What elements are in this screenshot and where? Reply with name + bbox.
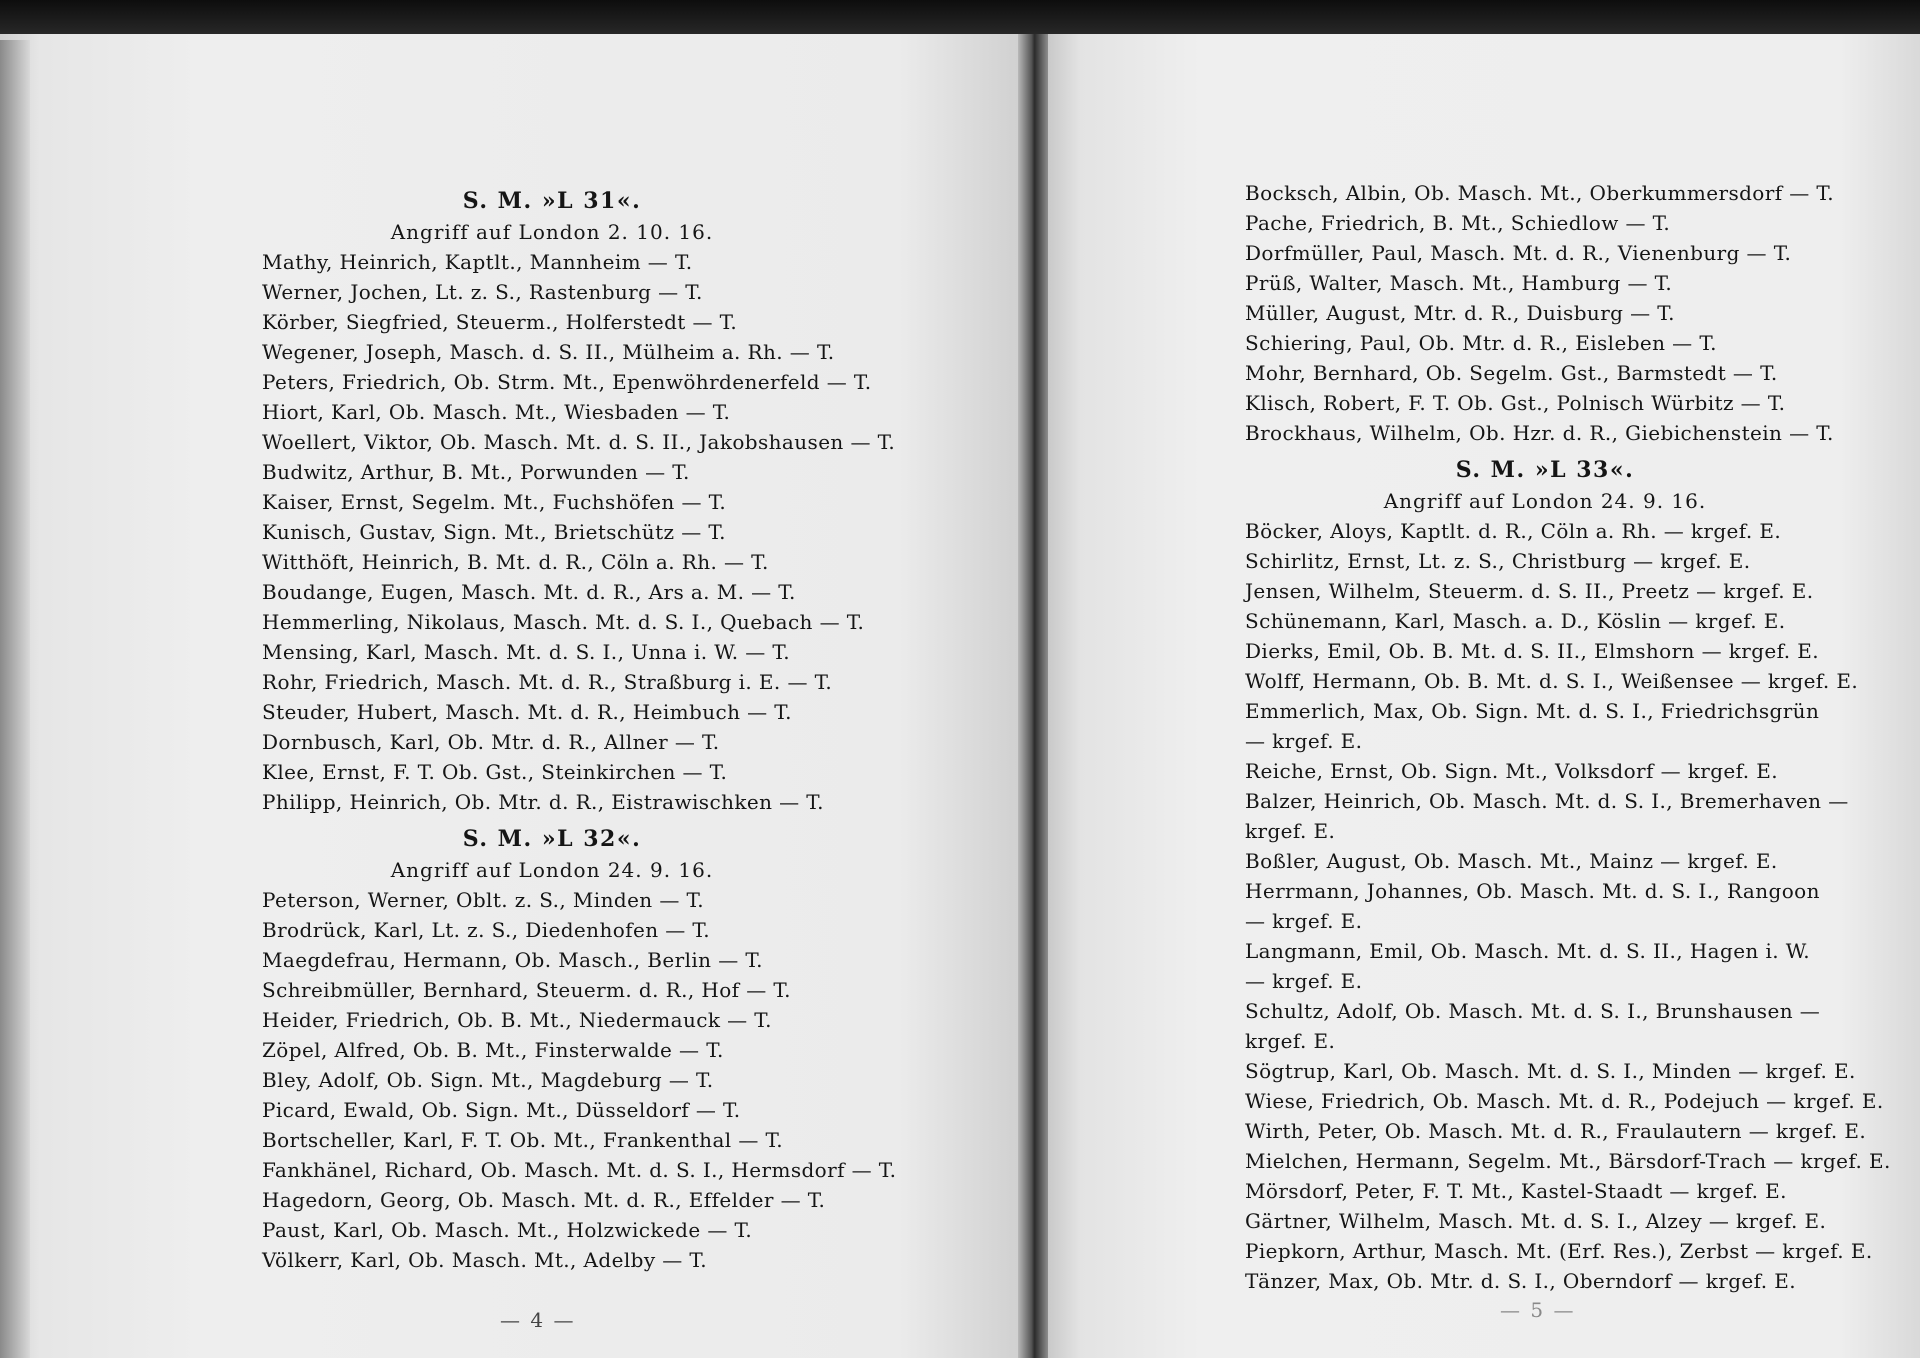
list-item: Schiering, Paul, Ob. Mtr. d. R., Eisleben — T. <box>1245 331 1717 355</box>
list-item: Peterson, Werner, Oblt. z. S., Minden — T. <box>262 888 705 912</box>
list-item: Boudange, Eugen, Masch. Mt. d. R., Ars a. M. — T. <box>262 580 796 604</box>
list-item: Peters, Friedrich, Ob. Strm. Mt., Epenwöhrdenerfeld — T. <box>262 370 872 394</box>
list-item: Woellert, Viktor, Ob. Masch. Mt. d. S. II., Jakobshausen — T. <box>262 430 896 454</box>
book-left-edge <box>0 40 30 1358</box>
list-item: Schultz, Adolf, Ob. Masch. Mt. d. S. I., Brunshausen — <box>1245 999 1821 1023</box>
list-item: Wirth, Peter, Ob. Masch. Mt. d. R., Fraulautern — krgef. E. <box>1245 1119 1867 1143</box>
section-heading-l33: S. M. »L 33«. <box>1455 457 1635 483</box>
list-item: Boßler, August, Ob. Masch. Mt., Mainz — krgef. E. <box>1245 849 1778 873</box>
list-item: Rohr, Friedrich, Masch. Mt. d. R., Straßburg i. E. — T. <box>262 670 833 694</box>
list-item: Paust, Karl, Ob. Masch. Mt., Holzwickede — T. <box>262 1218 753 1242</box>
list-item: Jensen, Wilhelm, Steuerm. d. S. II., Preetz — krgef. E. <box>1245 579 1814 603</box>
list-item: Reiche, Ernst, Ob. Sign. Mt., Volksdorf — krgef. E. <box>1245 759 1779 783</box>
list-item: Brodrück, Karl, Lt. z. S., Diedenhofen — T. <box>262 918 710 942</box>
list-item: Bley, Adolf, Ob. Sign. Mt., Magdeburg — T. <box>262 1068 714 1092</box>
list-item: Tänzer, Max, Ob. Mtr. d. S. I., Oberndorf — krgef. E. <box>1245 1269 1796 1293</box>
list-item: — krgef. E. <box>1245 909 1363 933</box>
list-item: Müller, August, Mtr. d. R., Duisburg — T. <box>1245 301 1675 325</box>
book-gutter <box>1018 34 1048 1358</box>
list-item: Balzer, Heinrich, Ob. Masch. Mt. d. S. I., Bremerhaven — <box>1245 789 1849 813</box>
list-item: Wolff, Hermann, Ob. B. Mt. d. S. I., Weißensee — krgef. E. <box>1245 669 1859 693</box>
list-item: Bortscheller, Karl, F. T. Ob. Mt., Frankenthal — T. <box>262 1128 784 1152</box>
list-item: Schünemann, Karl, Masch. a. D., Köslin — krgef. E. <box>1245 609 1786 633</box>
list-item: Zöpel, Alfred, Ob. B. Mt., Finsterwalde — T. <box>262 1038 724 1062</box>
section-subheading-l32: Angriff auf London 24. 9. 16. <box>390 858 714 882</box>
list-item: Mathy, Heinrich, Kaptlt., Mannheim — T. <box>262 250 693 274</box>
section-subheading-l31: Angriff auf London 2. 10. 16. <box>390 220 714 244</box>
list-item: Dornbusch, Karl, Ob. Mtr. d. R., Allner — T. <box>262 730 720 754</box>
list-item: Herrmann, Johannes, Ob. Masch. Mt. d. S. I., Rangoon <box>1245 879 1820 903</box>
list-item: Böcker, Aloys, Kaptlt. d. R., Cöln a. Rh. — krgef. E. <box>1245 519 1782 543</box>
list-item: Maegdefrau, Hermann, Ob. Masch., Berlin — T. <box>262 948 763 972</box>
section-heading-l32: S. M. »L 32«. <box>462 826 642 852</box>
list-item: Fankhänel, Richard, Ob. Masch. Mt. d. S. I., Hermsdorf — T. <box>262 1158 897 1182</box>
list-item: krgef. E. <box>1245 819 1336 843</box>
list-item: Piepkorn, Arthur, Masch. Mt. (Erf. Res.), Zerbst — krgef. E. <box>1245 1239 1873 1263</box>
list-item: Langmann, Emil, Ob. Masch. Mt. d. S. II., Hagen i. W. <box>1245 939 1810 963</box>
list-item: Kunisch, Gustav, Sign. Mt., Brietschütz — T. <box>262 520 726 544</box>
page-number-right: — 5 — <box>1500 1298 1576 1322</box>
list-item: Steuder, Hubert, Masch. Mt. d. R., Heimbuch — T. <box>262 700 792 724</box>
list-item: Dierks, Emil, Ob. B. Mt. d. S. II., Elmshorn — krgef. E. <box>1245 639 1820 663</box>
list-item: Philipp, Heinrich, Ob. Mtr. d. R., Eistrawischken — T. <box>262 790 824 814</box>
list-item: Wegener, Joseph, Masch. d. S. II., Mülheim a. Rh. — T. <box>262 340 835 364</box>
list-item: Budwitz, Arthur, B. Mt., Porwunden — T. <box>262 460 690 484</box>
list-item: Gärtner, Wilhelm, Masch. Mt. d. S. I., Alzey — krgef. E. <box>1245 1209 1827 1233</box>
scanner-top-band <box>0 0 1920 38</box>
list-item: Mohr, Bernhard, Ob. Segelm. Gst., Barmstedt — T. <box>1245 361 1778 385</box>
list-item: Werner, Jochen, Lt. z. S., Rastenburg — T. <box>262 280 703 304</box>
list-item: Prüß, Walter, Masch. Mt., Hamburg — T. <box>1245 271 1673 295</box>
list-item: Mörsdorf, Peter, F. T. Mt., Kastel-Staadt — krgef. E. <box>1245 1179 1787 1203</box>
section-heading-l31: S. M. »L 31«. <box>462 188 642 214</box>
list-item: krgef. E. <box>1245 1029 1336 1053</box>
list-item: Körber, Siegfried, Steuerm., Holferstedt — T. <box>262 310 738 334</box>
list-item: Hiort, Karl, Ob. Masch. Mt., Wiesbaden — T. <box>262 400 731 424</box>
list-item: Emmerlich, Max, Ob. Sign. Mt. d. S. I., Friedrichsgrün <box>1245 699 1820 723</box>
list-item: Picard, Ewald, Ob. Sign. Mt., Düsseldorf — T. <box>262 1098 741 1122</box>
list-item: — krgef. E. <box>1245 969 1363 993</box>
list-item: Klee, Ernst, F. T. Ob. Gst., Steinkirchen — T. <box>262 760 728 784</box>
section-subheading-l33: Angriff auf London 24. 9. 16. <box>1383 489 1707 513</box>
list-item: Schreibmüller, Bernhard, Steuerm. d. R., Hof — T. <box>262 978 791 1002</box>
list-item: Sögtrup, Karl, Ob. Masch. Mt. d. S. I., Minden — krgef. E. <box>1245 1059 1856 1083</box>
list-item: Schirlitz, Ernst, Lt. z. S., Christburg — krgef. E. <box>1245 549 1751 573</box>
list-item: Kaiser, Ernst, Segelm. Mt., Fuchshöfen — T. <box>262 490 727 514</box>
right-page-text <box>1245 178 1891 1296</box>
list-item: Hagedorn, Georg, Ob. Masch. Mt. d. R., Effelder — T. <box>262 1188 826 1212</box>
list-item: Mensing, Karl, Masch. Mt. d. S. I., Unna i. W. — T. <box>262 640 790 664</box>
list-item: Pache, Friedrich, B. Mt., Schiedlow — T. <box>1245 211 1671 235</box>
list-item: Hemmerling, Nikolaus, Masch. Mt. d. S. I., Quebach — T. <box>262 610 865 634</box>
list-item: Dorfmüller, Paul, Masch. Mt. d. R., Vienenburg — T. <box>1245 241 1792 265</box>
page-number-left: — 4 — <box>500 1308 576 1332</box>
list-item: Witthöft, Heinrich, B. Mt. d. R., Cöln a. Rh. — T. <box>262 550 769 574</box>
list-item: Völkerr, Karl, Ob. Masch. Mt., Adelby — T. <box>262 1248 707 1272</box>
list-item: Bocksch, Albin, Ob. Masch. Mt., Oberkummersdorf — T. <box>1245 181 1834 205</box>
list-item: Wiese, Friedrich, Ob. Masch. Mt. d. R., Podejuch — krgef. E. <box>1245 1089 1884 1113</box>
list-item: Brockhaus, Wilhelm, Ob. Hzr. d. R., Giebichenstein — T. <box>1245 421 1834 445</box>
list-item: Heider, Friedrich, Ob. B. Mt., Niedermauck — T. <box>262 1008 772 1032</box>
list-item: Mielchen, Hermann, Segelm. Mt., Bärsdorf-Trach — krgef. E. <box>1245 1149 1891 1173</box>
list-item: Klisch, Robert, F. T. Ob. Gst., Polnisch Würbitz — T. <box>1245 391 1786 415</box>
list-item: — krgef. E. <box>1245 729 1363 753</box>
left-page-text <box>262 185 897 1275</box>
